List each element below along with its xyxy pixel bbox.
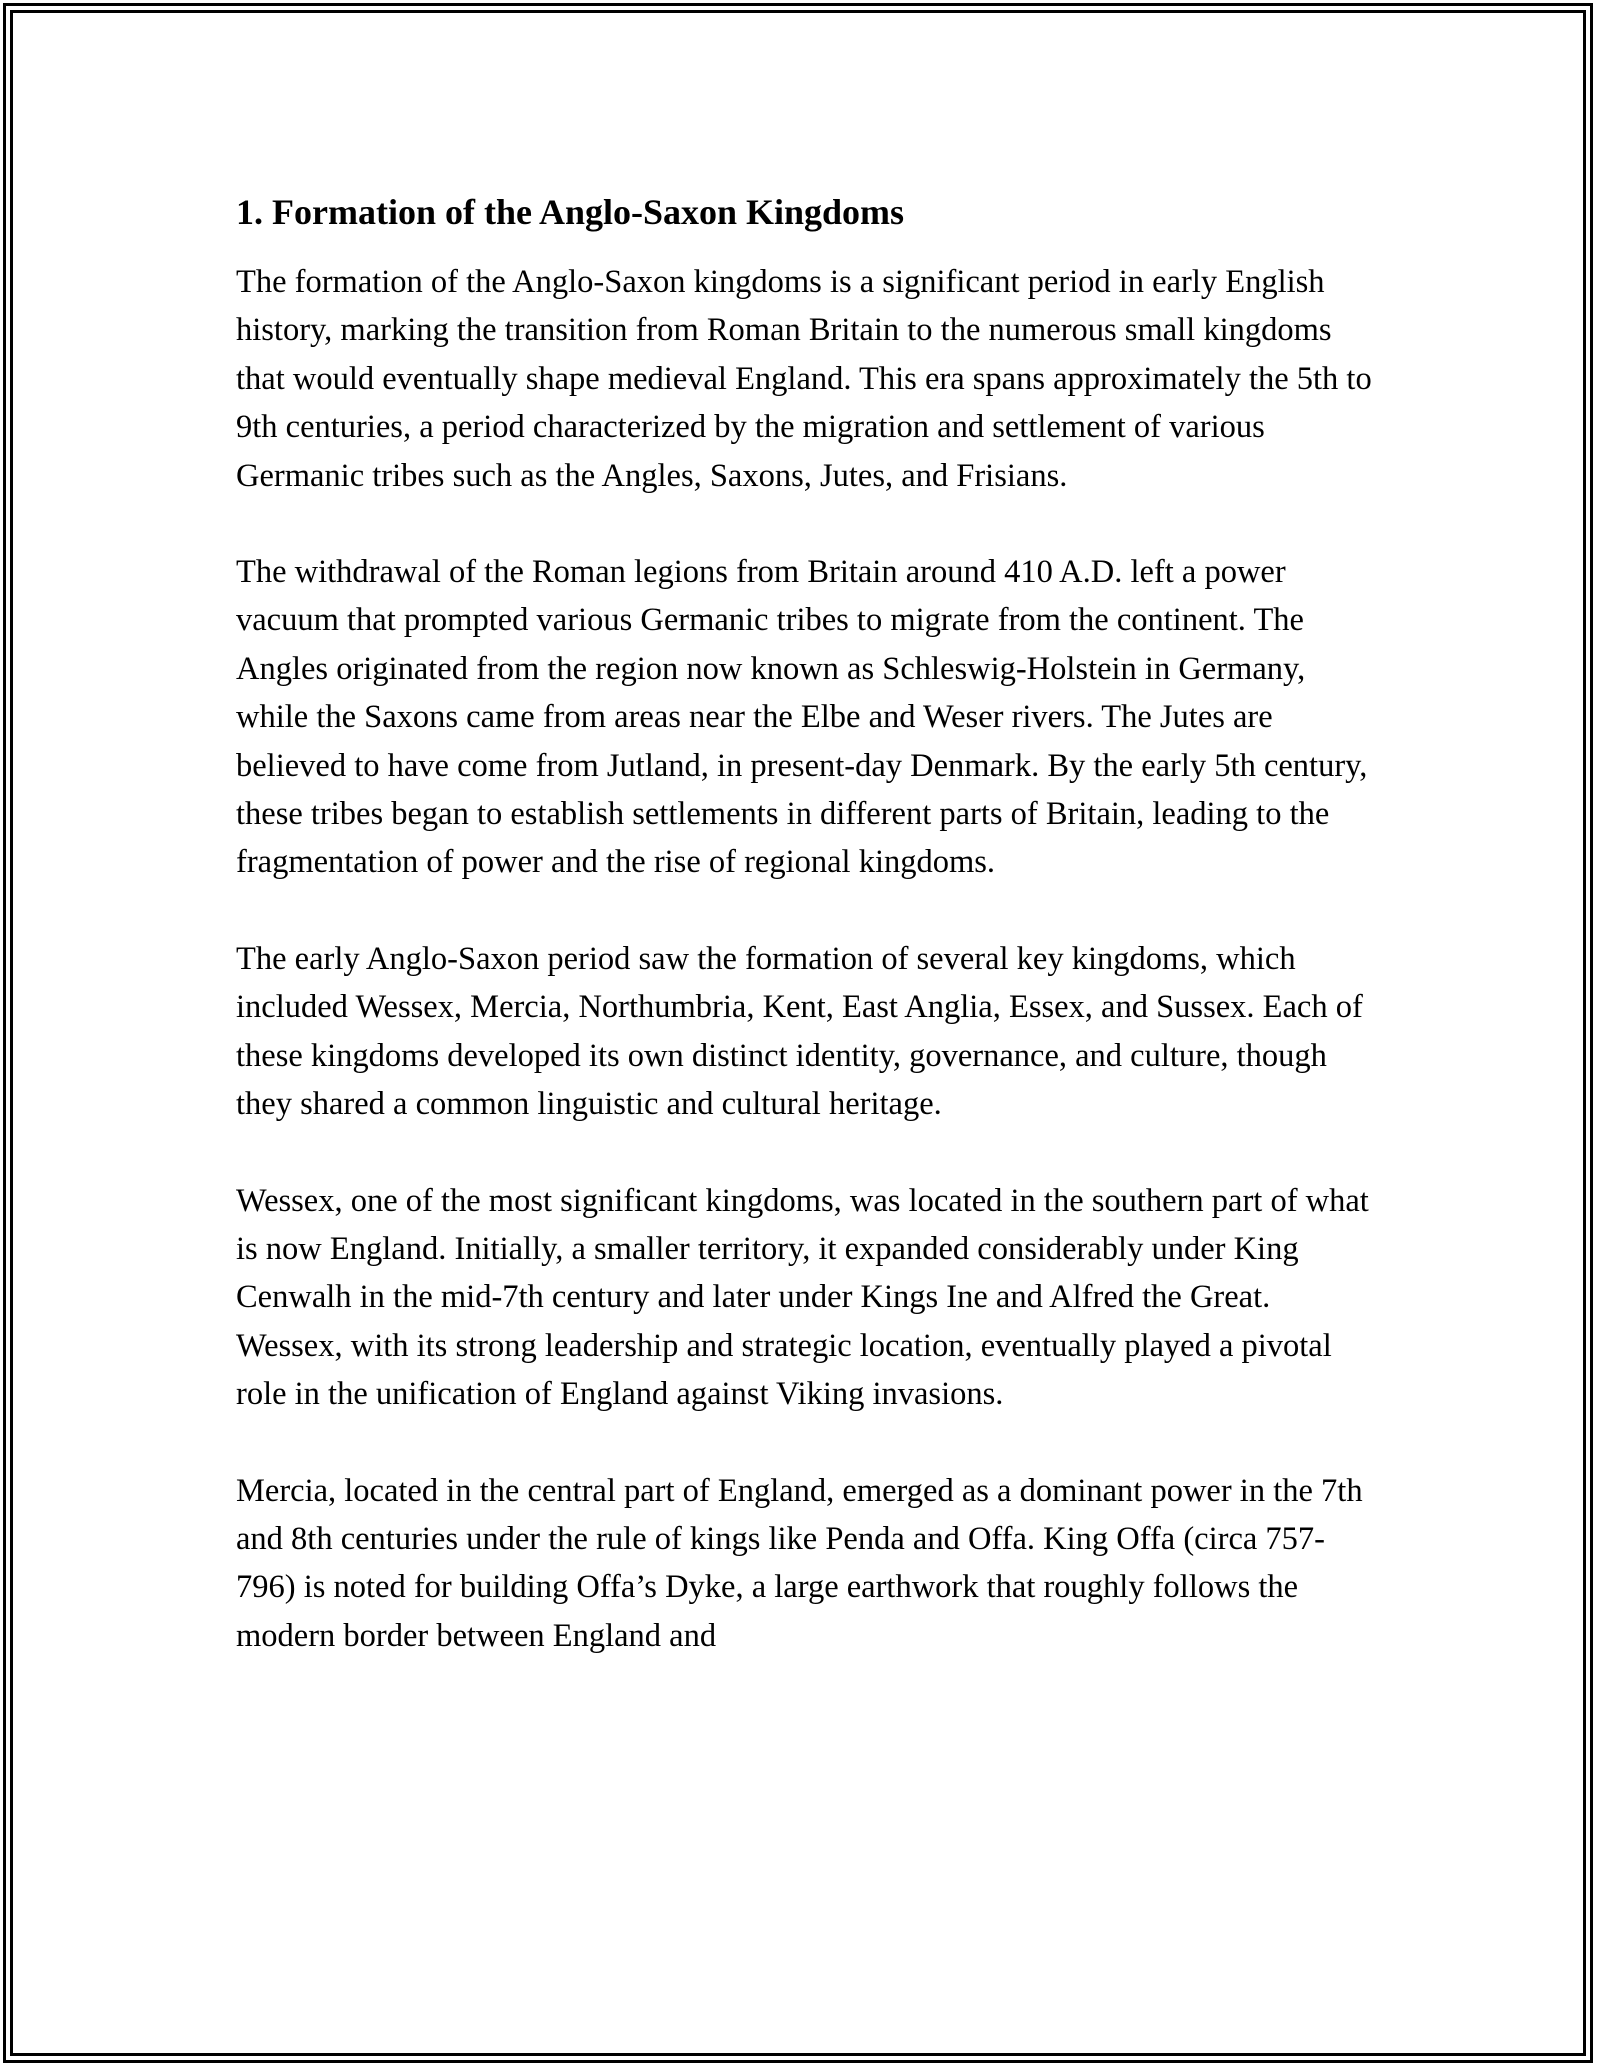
document-body: [236, 188, 1376, 1708]
section-heading: 1. Formation of the Anglo-Saxon Kingdoms: [236, 192, 905, 232]
paragraph-mercia: Mercia, located in the central part of England, emerged as a dominant power in the 7th and 8th centuries under the rule of kings like Penda and Offa. King Offa (circa 757-796) is noted for building Offa’s Dyke, a large earthwork that roughly follows the modern border between England and: [236, 1472, 1363, 1654]
paragraph-key-kingdoms: The early Anglo-Saxon period saw the formation of several key kingdoms, which included Wessex, Mercia, Northumbria, Kent, East Anglia, Essex, and Sussex. Each of these kingdoms developed its own distinct identity, governance, and culture, though they shared a common linguistic and cultural heritage.: [236, 940, 1363, 1123]
paragraph-roman-withdrawal: The withdrawal of the Roman legions from Britain around 410 A.D. left a power vacuum that prompted various Germanic tribes to migrate from the continent. The Angles originated from the region now known as Schleswig-Holstein in Germany, while the Saxons came from areas near the Elbe and Weser rivers. The Jutes are believed to have come from Jutland, in present-day Denmark. By the early 5th century, these tribes began to establish settlements in different parts of Britain, leading to the fragmentation of power and the rise of regional kingdoms.: [236, 554, 1368, 881]
paragraph-wessex: Wessex, one of the most significant kingdoms, was located in the southern part of what is now England. Initially, a smaller territory, it expanded considerably under King Cenwalh in the mid-7th century and later under Kings Ine and Alfred the Great. Wessex, with its strong leadership and strategic location, eventually played a pivotal role in the unification of England against Viking invasions.: [236, 1182, 1369, 1413]
paragraph-intro: The formation of the Anglo-Saxon kingdoms is a significant period in early English history, marking the transition from Roman Britain to the numerous small kingdoms that would eventually shape medieval England. This era spans approximately the 5th to 9th centuries, a period characterized by the migration and settlement of various Germanic tribes such as the Angles, Saxons, Jutes, and Frisians.: [236, 264, 1372, 494]
